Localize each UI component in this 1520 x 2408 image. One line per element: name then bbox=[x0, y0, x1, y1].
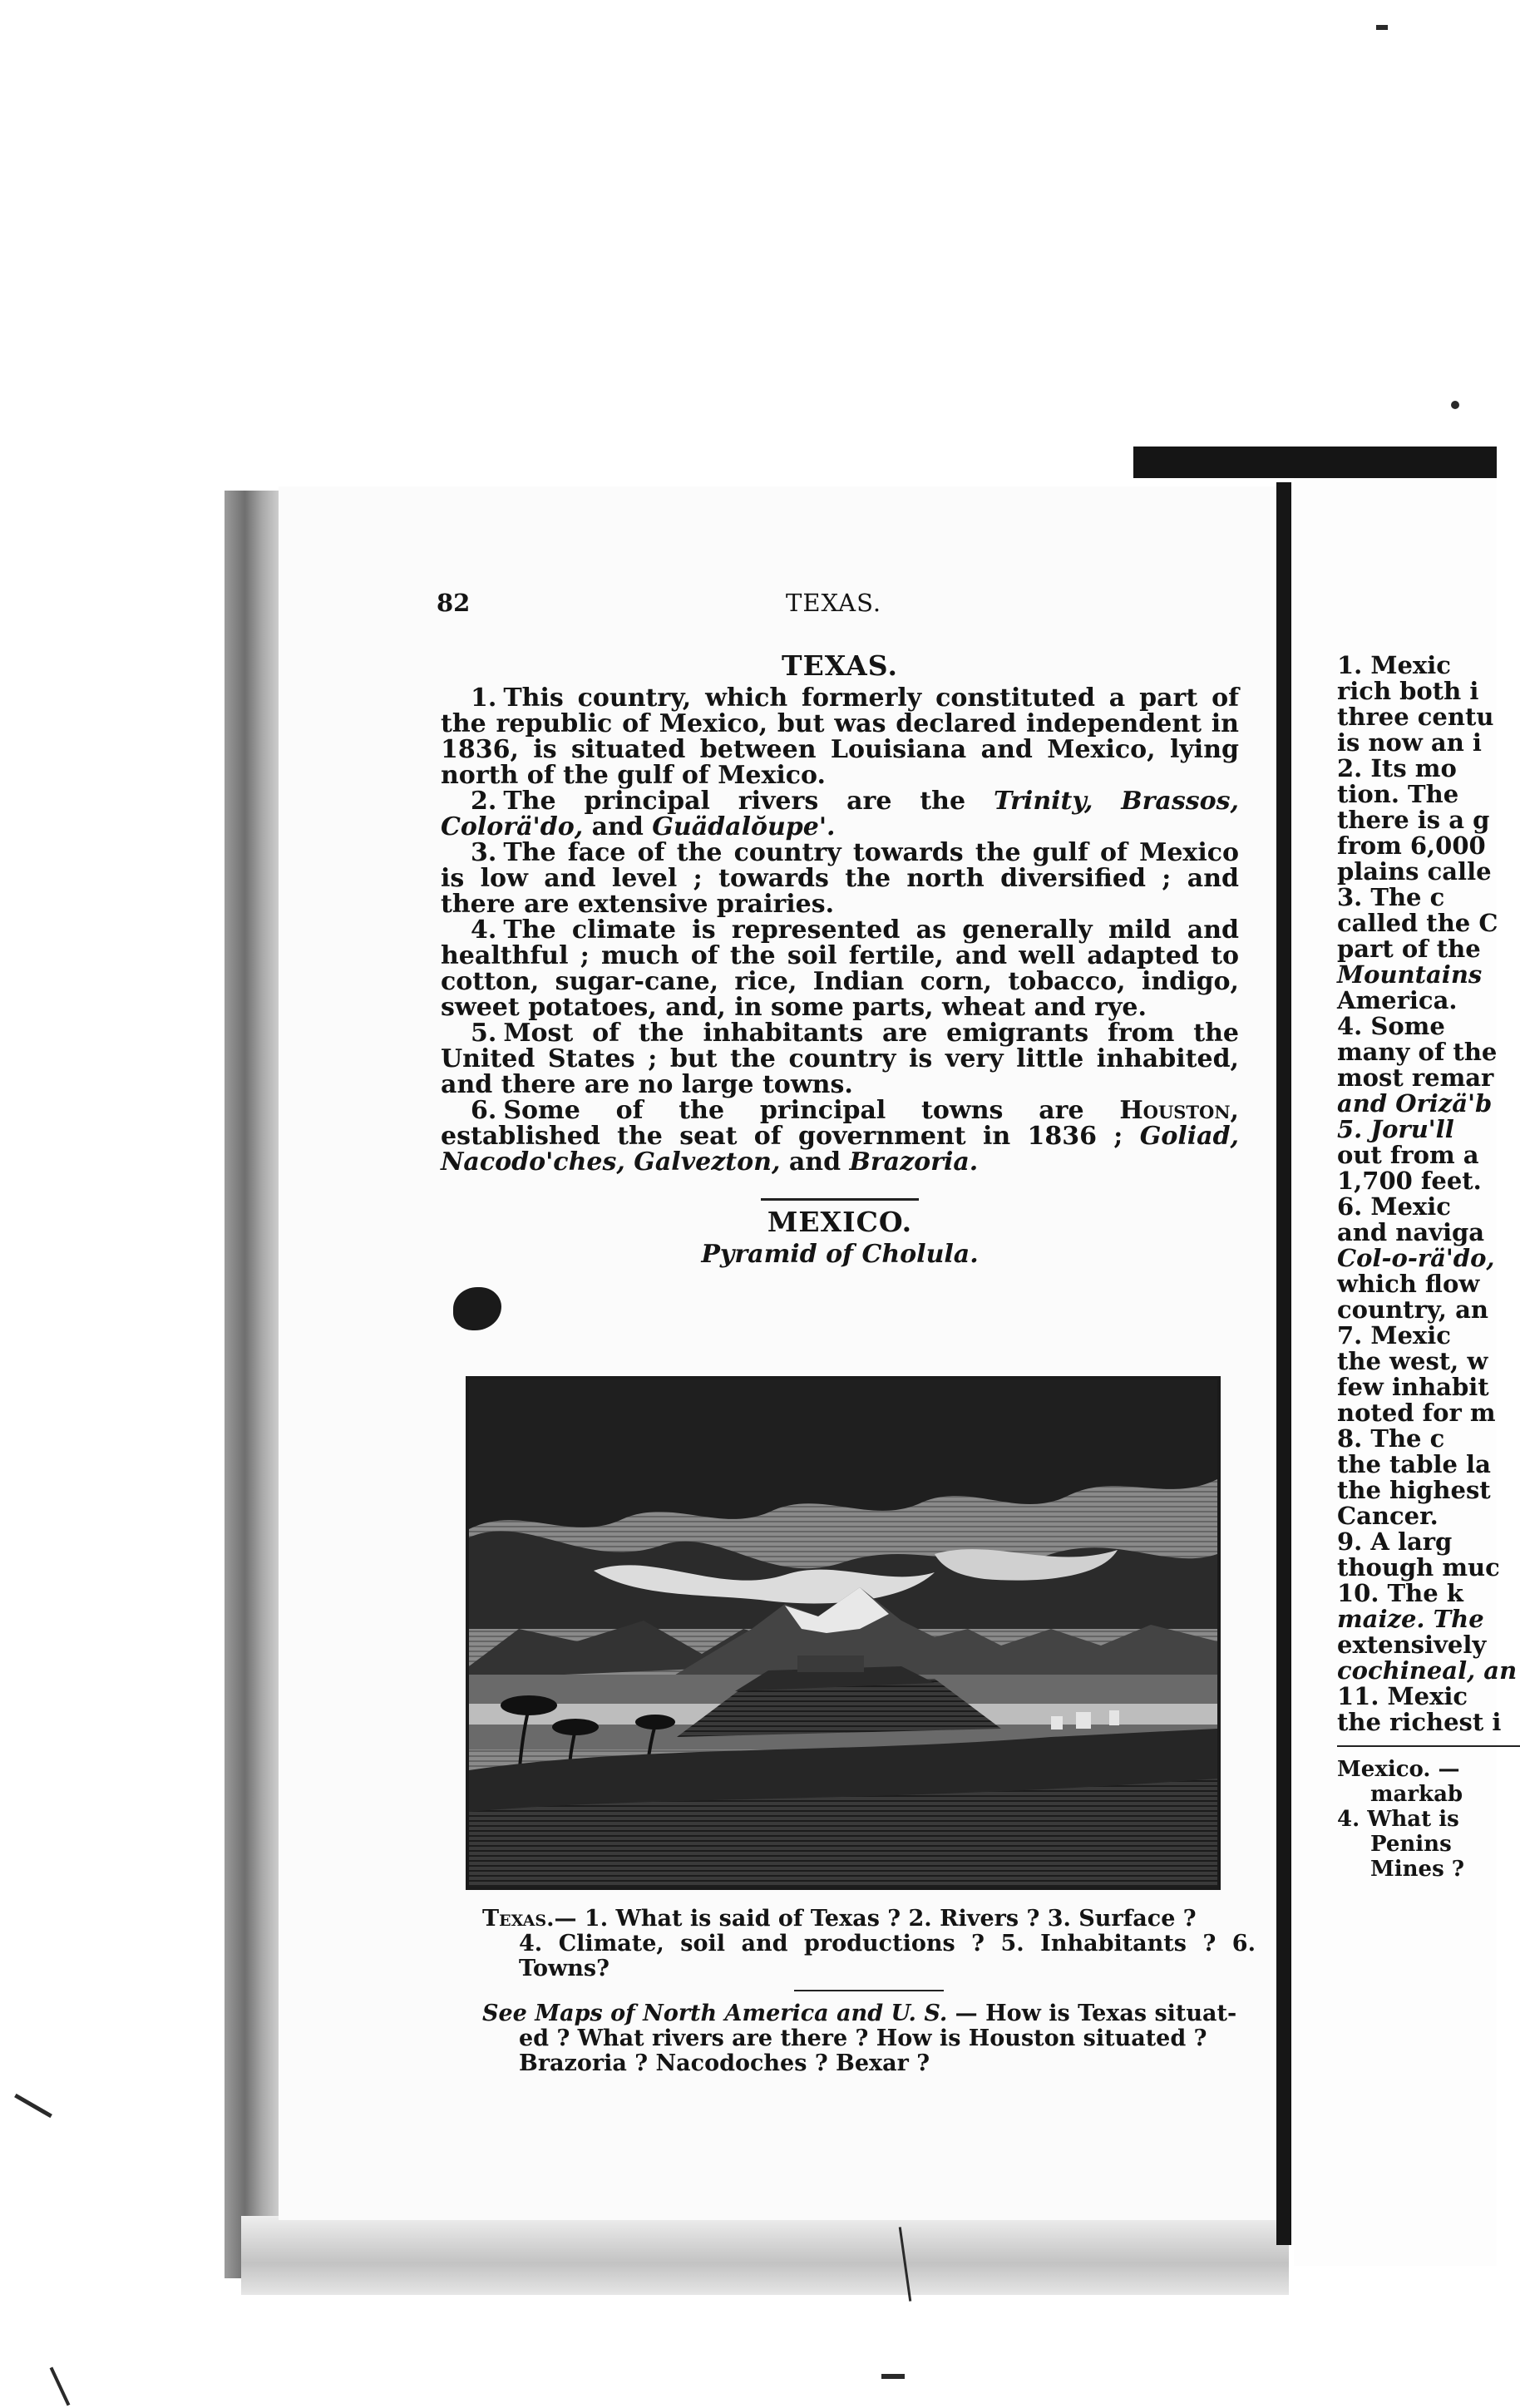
texas-paragraph bbox=[441, 788, 1239, 840]
scan-mark bbox=[14, 2094, 52, 2118]
scan-mark bbox=[1376, 25, 1388, 30]
facing-page-line: 2. Its mo bbox=[1337, 754, 1457, 782]
paragraph-number: 6. bbox=[471, 1096, 497, 1125]
facing-page-line: Cancer. bbox=[1337, 1502, 1439, 1530]
maps-question-line-1 bbox=[482, 2001, 1256, 2026]
facing-page-line: 9. A larg bbox=[1337, 1527, 1453, 1556]
facing-page-question-line: Penins bbox=[1370, 1832, 1452, 1857]
facing-page-line: cochineal, an bbox=[1337, 1656, 1518, 1685]
facing-page-line: plains calle bbox=[1337, 857, 1492, 886]
facing-page-line: 4. Some bbox=[1337, 1012, 1445, 1040]
paragraph-text: The climate is represented as generally mild and healthful ; much of the soil fertile, and well adapted to cotton, sugar-cane, rice, Indian corn, tobacco, indigo, sweet potatoes, and, in some parts, wheat and rye. bbox=[441, 915, 1239, 1022]
main-column bbox=[441, 649, 1239, 1277]
facing-page-line: the highest bbox=[1337, 1476, 1491, 1504]
maps-question-line-2: ed ? What rivers are there ? How is Houston situated ? bbox=[519, 2026, 1207, 2051]
facing-page-line: 6. Mexic bbox=[1337, 1192, 1451, 1221]
paragraph-text: and bbox=[780, 1147, 850, 1177]
facing-page-line: 3. The c bbox=[1337, 883, 1445, 911]
facing-page-line: called the C bbox=[1337, 909, 1498, 937]
facing-page-line: 7. Mexic bbox=[1337, 1321, 1451, 1350]
mexico-heading: MEXICO. bbox=[767, 1206, 913, 1238]
paragraph-text: Guädalŏupe'. bbox=[652, 812, 836, 841]
facing-page-line: 11. Mexic bbox=[1337, 1682, 1468, 1710]
running-title: TEXAS. bbox=[786, 589, 882, 617]
maps-question-text-1: — How is Texas situat- bbox=[947, 2001, 1237, 2026]
facing-page-line: America. bbox=[1337, 986, 1458, 1014]
engraving-image bbox=[469, 1379, 1217, 1887]
page-edge-shadow bbox=[225, 491, 283, 2278]
page-number: 82 bbox=[437, 589, 471, 617]
paragraph-text: , established the seat of government in 1836 ; bbox=[441, 1096, 1239, 1151]
question-line-2: 4. Climate, soil and productions ? 5. Inhabitants ? 6. Towns? bbox=[519, 1931, 1256, 1981]
texas-paragraphs bbox=[441, 685, 1239, 1175]
facing-page-line: though muc bbox=[1337, 1553, 1500, 1581]
paragraph-text: The principal rivers are the bbox=[503, 787, 994, 816]
facing-page-line: tion. The bbox=[1337, 780, 1459, 808]
facing-page-question-line: Mexico. — bbox=[1337, 1757, 1460, 1782]
texas-paragraph bbox=[441, 1098, 1239, 1175]
section-divider bbox=[761, 1198, 919, 1201]
facing-page-line: and Orizä'b bbox=[1337, 1089, 1493, 1118]
page-bottom-shadow bbox=[241, 2216, 1289, 2295]
facing-page-line: which flow bbox=[1337, 1270, 1480, 1298]
paragraph-text: Some of the principal towns are bbox=[503, 1096, 1120, 1125]
paragraph-text: Houston bbox=[1119, 1096, 1231, 1125]
paragraph-text: This country, which formerly constituted a part of the republic of Mexico, but was declared independent in 1836, is situated between Louisiana and Mexico, lying north of the gulf of Mexico. bbox=[441, 683, 1239, 790]
pyramid-of-cholula-engraving bbox=[466, 1376, 1221, 1890]
facing-page-line: the table la bbox=[1337, 1450, 1491, 1478]
facing-page-top-bar bbox=[1133, 447, 1497, 478]
paragraph-text: Most of the inhabitants are emigrants from the United States ; but the country is very little inhabited, and there are no large towns. bbox=[441, 1019, 1239, 1099]
paragraph-number: 3. bbox=[471, 838, 497, 867]
paragraph-number: 5. bbox=[471, 1019, 497, 1048]
texas-paragraph bbox=[441, 685, 1239, 788]
book-spine bbox=[1276, 482, 1291, 2245]
facing-page-text bbox=[1337, 651, 1518, 1900]
paragraph-text: Trinity, Brassos, Colorä'do, bbox=[441, 787, 1239, 841]
facing-page-line: maize. The bbox=[1337, 1605, 1484, 1633]
facing-page-line: 8. The c bbox=[1337, 1424, 1445, 1453]
paragraph-number: 2. bbox=[471, 787, 497, 816]
paragraph-number: 4. bbox=[471, 915, 497, 945]
facing-page-line: there is a g bbox=[1337, 806, 1490, 834]
texas-paragraph bbox=[441, 1020, 1239, 1098]
scan-mark bbox=[1451, 401, 1459, 409]
facing-page-question-line: Mines ? bbox=[1370, 1857, 1465, 1882]
facing-page-line: the west, w bbox=[1337, 1347, 1488, 1375]
paragraph-text: Brazoria. bbox=[849, 1147, 979, 1177]
facing-page-line: many of the bbox=[1337, 1038, 1498, 1066]
facing-page-question-line: 4. What is bbox=[1337, 1807, 1459, 1832]
facing-page-line: few inhabit bbox=[1337, 1373, 1489, 1401]
study-questions bbox=[482, 1907, 1256, 2076]
question-line-1 bbox=[482, 1907, 1256, 1932]
paragraph-text: Goliad, Nacodo'ches, Galvezton, bbox=[441, 1122, 1239, 1177]
questions-label: Texas. bbox=[482, 1906, 555, 1932]
facing-page-divider bbox=[1337, 1745, 1520, 1747]
facing-page-line: 5. Joru'll bbox=[1337, 1115, 1454, 1143]
facing-page-line: most remar bbox=[1337, 1063, 1494, 1092]
scan-mark bbox=[50, 2366, 71, 2406]
facing-page-line: rich both i bbox=[1337, 677, 1479, 705]
facing-page-line: 1. Mexic bbox=[1337, 651, 1451, 679]
maps-question-line-3: Brazoria ? Nacodoches ? Bexar ? bbox=[519, 2050, 930, 2076]
facing-page-lines bbox=[1337, 651, 1518, 1736]
facing-page-line: extensively bbox=[1337, 1631, 1487, 1659]
facing-page-line: part of the bbox=[1337, 935, 1481, 963]
paragraph-text: and bbox=[583, 812, 653, 841]
running-head bbox=[437, 589, 1268, 622]
facing-page-line: and naviga bbox=[1337, 1218, 1485, 1246]
facing-page-line: Mountains bbox=[1337, 960, 1483, 989]
facing-page-line: noted for m bbox=[1337, 1399, 1496, 1427]
facing-page-questions bbox=[1337, 1757, 1497, 1882]
facing-page-question-line: markab bbox=[1370, 1782, 1463, 1807]
facing-page-line: country, an bbox=[1337, 1295, 1488, 1324]
facing-page-line: is now an i bbox=[1337, 728, 1482, 757]
facing-page-line: Col-o-rä'do, bbox=[1337, 1244, 1495, 1272]
facing-page-line: out from a bbox=[1337, 1141, 1479, 1169]
maps-reference: See Maps of North America and U. S. bbox=[482, 2001, 948, 2026]
questions-divider bbox=[794, 1990, 944, 1991]
paragraph-text: The face of the country towards the gulf of Mexico is low and level ; towards the north diversified ; and there are extensive prairies. bbox=[441, 838, 1239, 919]
facing-page-line: 10. The k bbox=[1337, 1579, 1463, 1607]
texas-heading: TEXAS. bbox=[782, 649, 898, 682]
questions-text-1: — 1. What is said of Texas ? 2. Rivers ? 3. Surface ? bbox=[554, 1906, 1197, 1932]
scan-mark bbox=[881, 2374, 905, 2379]
texas-paragraph bbox=[441, 917, 1239, 1020]
facing-page-line: the richest i bbox=[1337, 1708, 1502, 1736]
paragraph-number: 1. bbox=[471, 683, 497, 713]
facing-page-line: three centu bbox=[1337, 703, 1494, 731]
texas-paragraph bbox=[441, 840, 1239, 917]
illustration-caption: Pyramid of Cholula. bbox=[701, 1240, 979, 1269]
facing-page-line: 1,700 feet. bbox=[1337, 1167, 1482, 1195]
facing-page-line: from 6,000 bbox=[1337, 831, 1486, 860]
